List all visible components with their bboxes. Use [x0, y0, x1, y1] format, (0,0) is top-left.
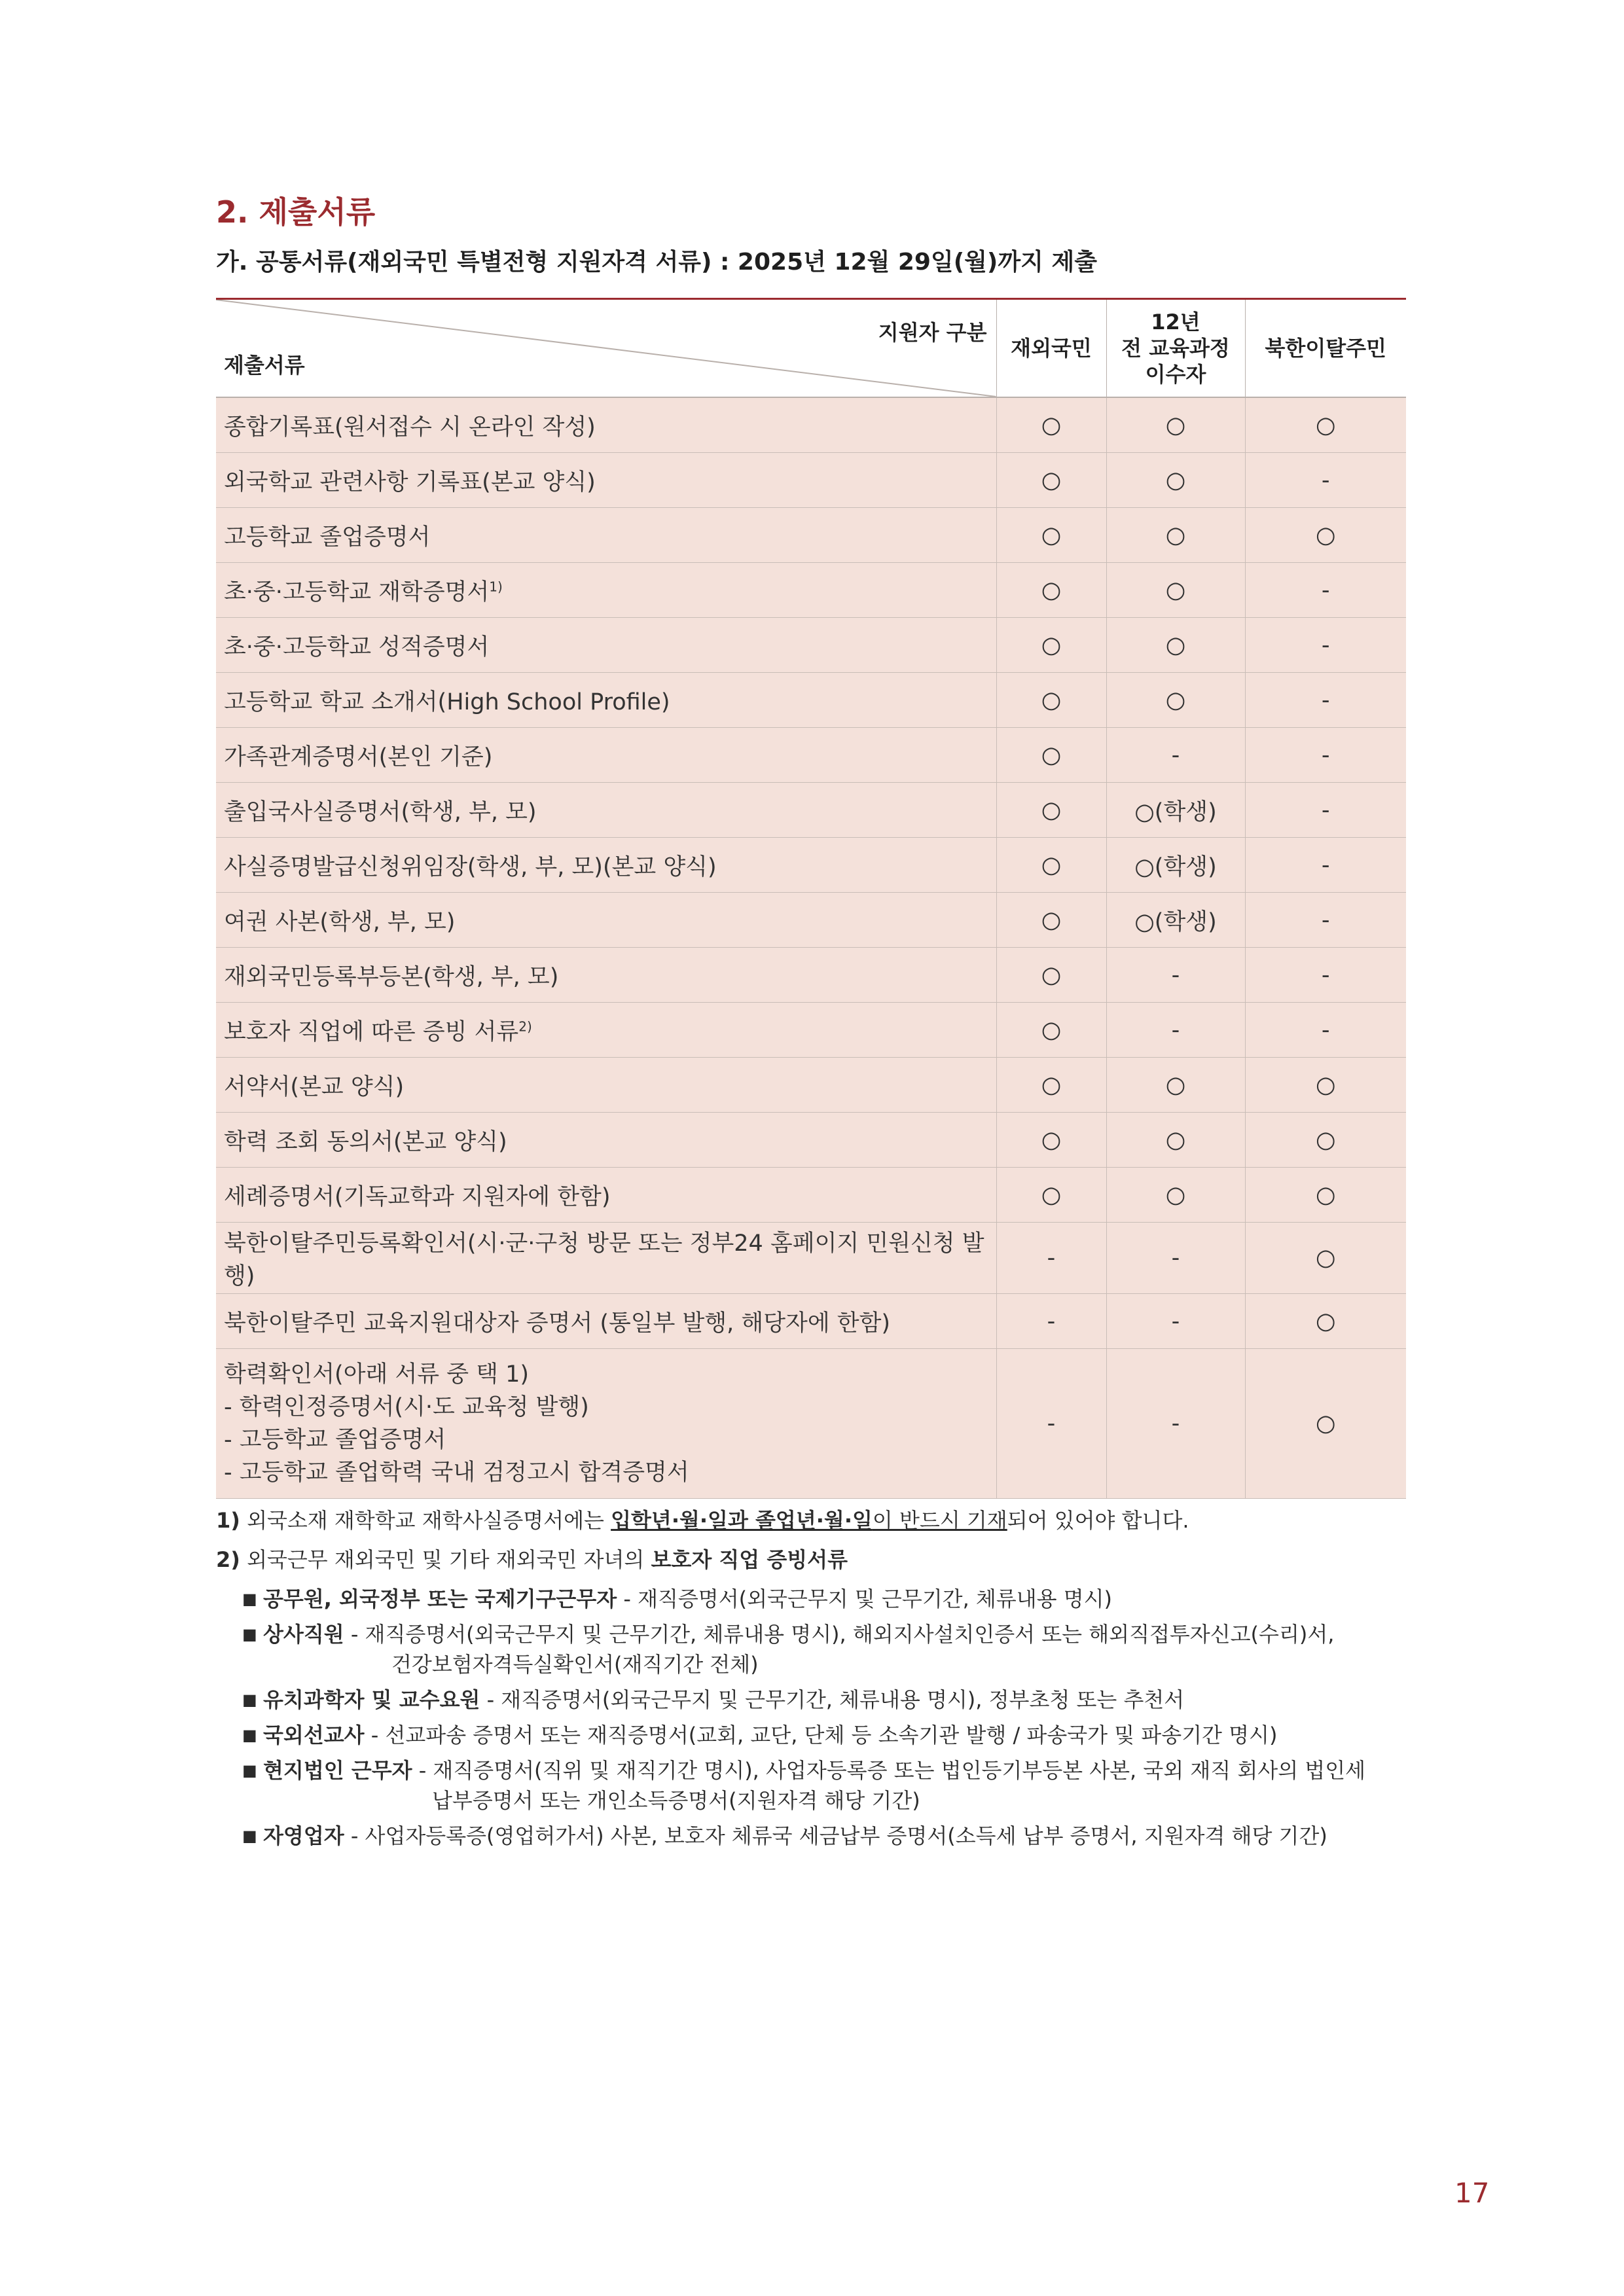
table-row: [216, 838, 1406, 893]
table-row: [216, 948, 1406, 1003]
occupation-label: 현지법인 근무자: [263, 1758, 412, 1783]
document-name: [216, 1003, 996, 1058]
table-row: [216, 1294, 1406, 1349]
header-north-korean-defector: 북한이탈주민: [1245, 299, 1406, 398]
mark-12-year: -: [1106, 948, 1245, 1003]
square-bullet-icon: ■: [242, 1761, 257, 1780]
header-overseas-korean: 재외국민: [996, 299, 1106, 398]
mark-12-year: ○: [1106, 1113, 1245, 1168]
mark-defector: -: [1245, 948, 1406, 1003]
document-name-text: 고등학교 학교 소개서(High School Profile): [224, 689, 670, 715]
header-12-year-line2: 전 교육과정: [1121, 336, 1230, 361]
mark-defector: -: [1245, 453, 1406, 508]
header-applicant-type: 지원자 구분: [878, 320, 987, 345]
mark-overseas: ○: [996, 1113, 1106, 1168]
document-name-multi: [216, 1349, 996, 1499]
document-name-text: 보호자 직업에 따른 증빙 서류: [224, 1018, 519, 1045]
occupation-documents: - 재직증명서(외국근무지 및 근무기간, 체류내용 명시), 해외지사설치인증서 또는 해외직접투자신고(수리)서,: [344, 1622, 1335, 1647]
document-name: [216, 453, 996, 508]
document-name-text: 여권 사본(학생, 부, 모): [224, 908, 456, 935]
table-row: [216, 783, 1406, 838]
occupation-label: 국외선교사: [263, 1723, 365, 1748]
occupation-documents: - 재직증명서(외국근무지 및 근무기간, 체류내용 명시), 정부초청 또는 추천서: [480, 1687, 1185, 1712]
table-header-row: [216, 299, 1406, 398]
table-row: [216, 1003, 1406, 1058]
footnote-2: [216, 1545, 1414, 1575]
document-name-text: 출입국사실증명서(학생, 부, 모): [224, 798, 537, 825]
mark-overseas: ○: [996, 1003, 1106, 1058]
footnote-ref: 2): [518, 1018, 532, 1034]
mark-12-year: ○(학생): [1106, 783, 1245, 838]
document-name-text: 종합기록표(원서접수 시 온라인 작성): [224, 414, 596, 440]
mark-overseas: ○: [996, 948, 1106, 1003]
footnote-1-post: 되어 있어야 합니다.: [1007, 1508, 1189, 1533]
mark-12-year: ○: [1106, 397, 1245, 453]
diagonal-header-cell: [216, 299, 996, 398]
mark-defector: -: [1245, 893, 1406, 948]
mark-defector: ○: [1245, 1113, 1406, 1168]
mark-12-year: ○(학생): [1106, 893, 1245, 948]
occupation-documents-continued: 건강보험자격득실확인서(재직기간 전체): [391, 1652, 759, 1677]
footnote-1-number: 1): [216, 1508, 240, 1533]
table-row: [216, 673, 1406, 728]
table-row: [216, 453, 1406, 508]
footnote-2-emphasis: 보호자 직업 증빙서류: [651, 1547, 848, 1572]
page-number: 17: [1454, 2177, 1490, 2209]
document-name: 북한이탈주민 교육지원대상자 증명서 (통일부 발행, 해당자에 한함): [216, 1294, 996, 1349]
occupation-label: 자영업자: [263, 1823, 344, 1848]
mark-defector: -: [1245, 673, 1406, 728]
occupation-bullet: [216, 1619, 1414, 1679]
mark-overseas: ○: [996, 618, 1106, 673]
mark-12-year: ○: [1106, 453, 1245, 508]
mark-12-year: ○: [1106, 563, 1245, 618]
table-row: [216, 1349, 1406, 1499]
occupation-bullet: [216, 1720, 1414, 1750]
header-12-year: [1106, 299, 1245, 398]
document-name-text: 외국학교 관련사항 기록표(본교 양식): [224, 469, 596, 495]
document-name: [216, 838, 996, 893]
table-row: [216, 1168, 1406, 1223]
mark-defector: ○: [1245, 1223, 1406, 1294]
mark-12-year: -: [1106, 1223, 1245, 1294]
square-bullet-icon: ■: [242, 1726, 257, 1744]
mark-overseas: ○: [996, 673, 1106, 728]
table-row: [216, 508, 1406, 563]
square-bullet-icon: ■: [242, 1590, 257, 1608]
mark-12-year: -: [1106, 728, 1245, 783]
mark-12-year: ○: [1106, 618, 1245, 673]
square-bullet-icon: ■: [242, 1691, 257, 1709]
document-name-text: 가족관계증명서(본인 기준): [224, 744, 493, 770]
mark-12-year: ○(학생): [1106, 838, 1245, 893]
mark-defector: ○: [1245, 397, 1406, 453]
document-name: [216, 948, 996, 1003]
document-name-text: 사실증명발급신청위임장(학생, 부, 모)(본교 양식): [224, 853, 717, 880]
mark-defector: ○: [1245, 1294, 1406, 1349]
header-documents: 제출서류: [224, 353, 305, 378]
mark-defector: -: [1245, 728, 1406, 783]
occupation-bullet: [216, 1685, 1414, 1715]
table-row: [216, 563, 1406, 618]
occupation-documents: - 재직증명서(외국근무지 및 근무기간, 체류내용 명시): [617, 1587, 1113, 1611]
footnote-2-number: 2): [216, 1547, 240, 1572]
multi-line-3: - 고등학교 졸업증명서: [224, 1427, 446, 1453]
section-title: 2. 제출서류: [216, 194, 376, 230]
document-name: [216, 618, 996, 673]
sub-title: 가. 공통서류(재외국민 특별전형 지원자격 서류) : 2025년 12월 29일(월)까지 제출: [216, 249, 1098, 276]
multi-line-1: 학력확인서(아래 서류 중 택 1): [224, 1361, 529, 1388]
document-name-text: 학력 조회 동의서(본교 양식): [224, 1128, 507, 1155]
table-row: [216, 1058, 1406, 1113]
mark-defector: ○: [1245, 508, 1406, 563]
multi-line-4: - 고등학교 졸업학력 국내 검정고시 합격증명서: [224, 1460, 689, 1486]
mark-12-year: -: [1106, 1349, 1245, 1499]
document-name: [216, 783, 996, 838]
occupation-bullet: [216, 1755, 1414, 1816]
occupation-bullet: [216, 1584, 1414, 1614]
footnotes: [216, 1505, 1414, 1856]
document-name-text: 초·중·고등학교 재학증명서: [224, 579, 490, 605]
mark-overseas: -: [996, 1349, 1106, 1499]
document-name: [216, 508, 996, 563]
occupation-label: 상사직원: [263, 1622, 344, 1647]
mark-12-year: -: [1106, 1294, 1245, 1349]
mark-overseas: ○: [996, 508, 1106, 563]
multi-line-2: - 학력인정증명서(시·도 교육청 발행): [224, 1394, 589, 1420]
header-12-year-line3: 이수자: [1145, 362, 1206, 387]
mark-defector: ○: [1245, 1058, 1406, 1113]
occupation-label: 공무원, 외국정부 또는 국제기구근무자: [263, 1587, 617, 1611]
footnote-ref: 1): [489, 578, 503, 594]
occupation-bullet: [216, 1821, 1414, 1851]
table-row: [216, 618, 1406, 673]
mark-defector: -: [1245, 838, 1406, 893]
occupation-bullet-list: [216, 1584, 1414, 1851]
documents-table: [216, 298, 1406, 1499]
occupation-label: 유치과학자 및 교수요원: [263, 1687, 480, 1712]
mark-12-year: ○: [1106, 1058, 1245, 1113]
mark-overseas: ○: [996, 893, 1106, 948]
mark-defector: -: [1245, 618, 1406, 673]
square-bullet-icon: ■: [242, 1625, 257, 1643]
footnote-1-emphasis: 입학년·월·일과 졸업년·월·일: [611, 1508, 873, 1533]
document-name: [216, 397, 996, 453]
table-row: [216, 1113, 1406, 1168]
document-name: 북한이탈주민등록확인서(시·군·구청 방문 또는 정부24 홈페이지 민원신청 발행): [216, 1223, 996, 1294]
mark-12-year: ○: [1106, 673, 1245, 728]
mark-defector: ○: [1245, 1349, 1406, 1499]
occupation-documents: - 선교파송 증명서 또는 재직증명서(교회, 교단, 단체 등 소속기관 발행 / 파송국가 및 파송기간 명시): [364, 1723, 1278, 1748]
mark-12-year: ○: [1106, 1168, 1245, 1223]
document-name: [216, 893, 996, 948]
table-row: [216, 893, 1406, 948]
mark-overseas: ○: [996, 563, 1106, 618]
document-name: [216, 1113, 996, 1168]
diagonal-line: [216, 300, 996, 397]
occupation-documents: - 재직증명서(직위 및 재직기간 명시), 사업자등록증 또는 법인등기부등본 사본, 국외 재직 회사의 법인세: [412, 1758, 1366, 1783]
occupation-documents: - 사업자등록증(영업허가서) 사본, 보호자 체류국 세금납부 증명서(소득세 납부 증명서, 지원자격 해당 기간): [344, 1823, 1327, 1848]
mark-overseas: ○: [996, 1168, 1106, 1223]
mark-overseas: ○: [996, 397, 1106, 453]
mark-overseas: ○: [996, 838, 1106, 893]
document-name-text: 재외국민등록부등본(학생, 부, 모): [224, 963, 559, 990]
occupation-documents-continued: 납부증명서 또는 개인소득증명서(지원자격 해당 기간): [432, 1788, 920, 1813]
mark-12-year: ○: [1106, 508, 1245, 563]
document-name-text: 초·중·고등학교 성적증명서: [224, 634, 490, 660]
document-name: [216, 1168, 996, 1223]
table-row: [216, 728, 1406, 783]
footnote-2-pre: 외국근무 재외국민 및 기타 재외국민 자녀의: [247, 1547, 651, 1572]
document-name: [216, 1058, 996, 1113]
mark-overseas: ○: [996, 728, 1106, 783]
mark-overseas: ○: [996, 453, 1106, 508]
document-name: [216, 563, 996, 618]
table-row: [216, 397, 1406, 453]
mark-overseas: ○: [996, 783, 1106, 838]
mark-overseas: -: [996, 1294, 1106, 1349]
document-name-text: 서약서(본교 양식): [224, 1073, 405, 1100]
footnote-1-pre: 외국소재 재학학교 재학사실증명서에는: [247, 1508, 611, 1533]
document-name-text: 고등학교 졸업증명서: [224, 524, 431, 550]
mark-defector: ○: [1245, 1168, 1406, 1223]
mark-defector: -: [1245, 783, 1406, 838]
mark-overseas: -: [996, 1223, 1106, 1294]
table-row: [216, 1223, 1406, 1294]
document-name: [216, 728, 996, 783]
mark-defector: -: [1245, 1003, 1406, 1058]
square-bullet-icon: ■: [242, 1827, 257, 1845]
footnote-1: [216, 1505, 1414, 1535]
mark-overseas: ○: [996, 1058, 1106, 1113]
mark-12-year: -: [1106, 1003, 1245, 1058]
document-name: [216, 673, 996, 728]
document-name-text: 세례증명서(기독교학과 지원자에 한함): [224, 1183, 611, 1210]
mark-defector: -: [1245, 563, 1406, 618]
footnote-1-mid: 이 반드시 기재: [872, 1508, 1007, 1533]
header-12-year-line1: 12년: [1151, 310, 1200, 334]
